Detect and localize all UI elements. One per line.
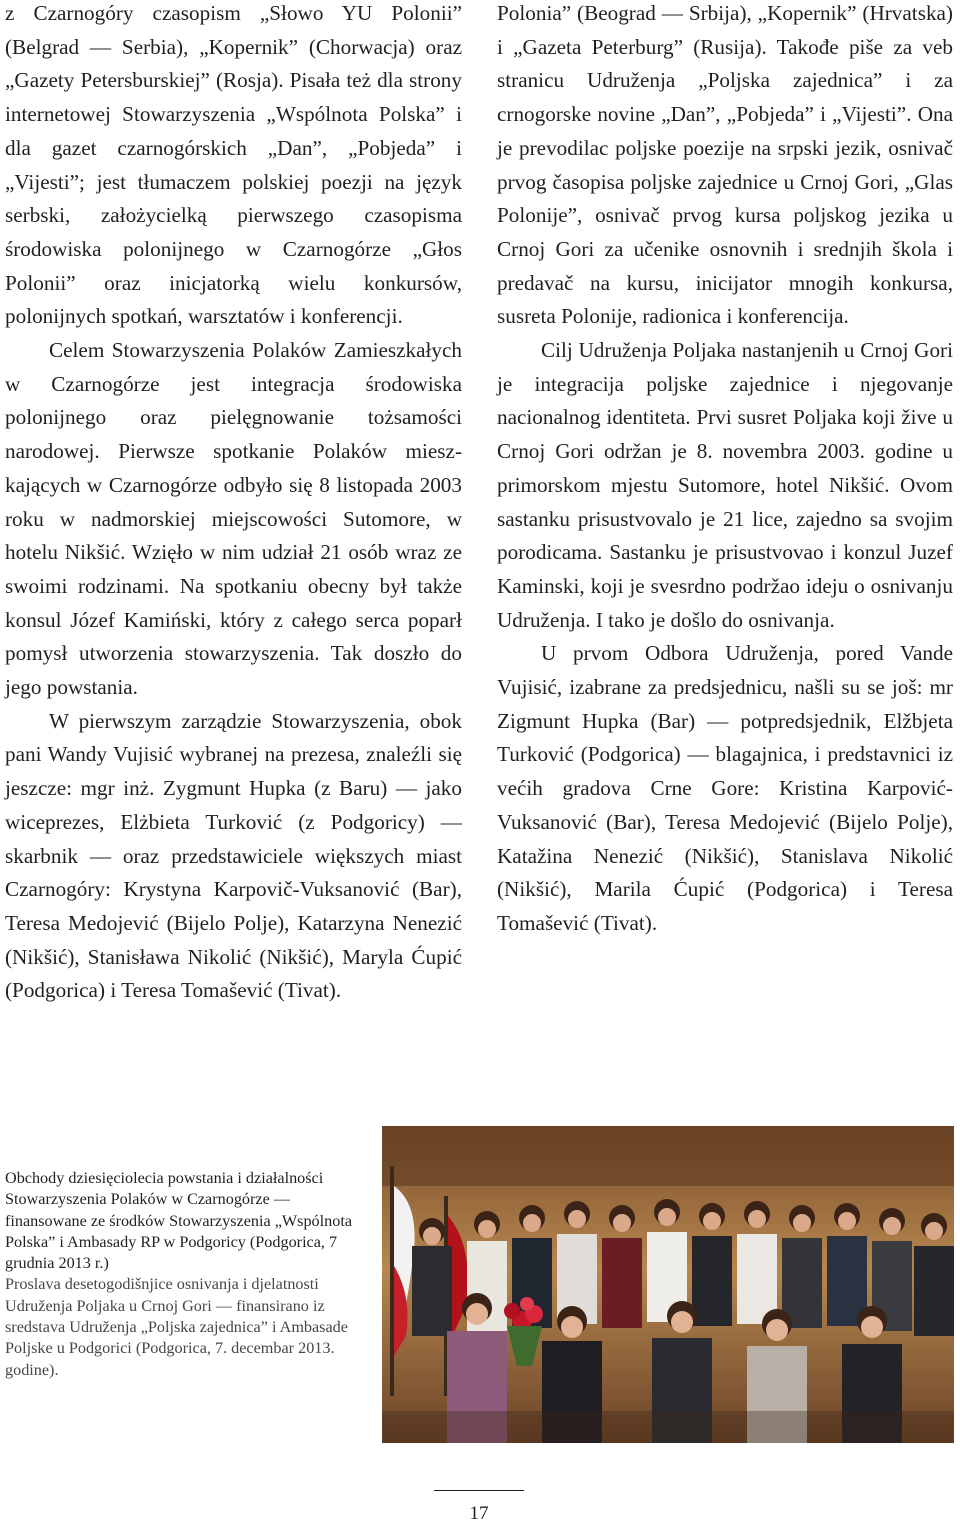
photo-caption — [5, 1168, 370, 1381]
left-text-column — [5, 0, 462, 1008]
left-paragraph-1: z Czarnogóry czasopism „Słowo YU Polonii” (Belgrad — Serbia), „Kopernik” (Chorwacja) oraz „Gazety Petersburskiej” (Rosja). Pisała też dla strony internetowej Stowarzyszenia „Wspólnota Polska” i dla gazet czarnogórskich „Dan”, „Pobjeda” i „Vijesti”; jest tłumaczem polskiej poezji na język serbski, założycielką pierwszego czasopisma środowiska polonijnego w Czarnogórze „Głos Polonii” oraz inicjatorką wielu konkursów, polonijnych spotkań, warsztatów i konferencji. — [5, 1, 462, 329]
caption-serbian: Proslava desetogodišnjice osnivanja i djelatnosti Udruženja Poljaka u Crnoj Gori — finansirano iz sredstava Udruženja „Poljska zajednica” i Ambasade Poljske u Podgorici (Podgorica, 7. decembar 2013. godine). — [5, 1275, 348, 1379]
right-paragraph-2: Cilj Udruženja Poljaka nastanjenih u Crnoj Gori je integracija poljske zajednice i njegovanje nacionalnog identiteta. Prvi susret Poljaka koji žive u Crnoj Gori održan je 8. novembra 2003. godine u primorskom mjestu Sutomore, hotel Nikšić. Ovom sastanku prisustvovalo je 21 lice, zajedno sa svojim porodicama. Sastanku je prisustvovao i konzul Juzef Kaminski, koji je svesrdno podržao ideju o osnivanju Udruženja. I tako je došlo do osnivanja. — [497, 338, 953, 632]
group-photo-illustration — [382, 1126, 954, 1443]
group-photo — [382, 1126, 954, 1443]
left-paragraph-2: Celem Stowarzyszenia Polaków Zamieszkałych w Czarnogórze jest integracja środowiska polonijnego oraz pielęgnowanie tożsamości narodowej. Pierwsze spotkanie Polaków mieszkających w Czarnogórze odbyło się 8 listopada 2003 roku w nadmorskiej miejscowości Sutomore, w hotelu Nikšić. Wzięło w nim udział 21 osób wraz ze swoimi rodzinami. Na spotkaniu obecny był także konsul Józef Kamiński, który z całego serca poparł pomysł utworzenia stowarzyszenia. Tak doszło do jego powstania. — [5, 338, 462, 700]
page-number-rule — [434, 1490, 524, 1491]
left-paragraph-3: W pierwszym zarządzie Stowarzyszenia, obok pani Wandy Vujisić wybranej na prezesa, znaleźli się jeszcze: mgr inż. Zygmunt Hupka (z Baru) — jako wiceprezes, Elżbieta Turković (z Podgoricy) — skarbnik — oraz przedstawiciele większych miast Czarnogóry: Krystyna Karpovič-Vuksanović (Bar), Teresa Medojević (Bijelo Polje), Katarzyna Nenezić (Nikšić), Stanisława Nikolić (Nikšić), Maryla Ćupić (Podgorica) i Teresa Tomašević (Tivat). — [5, 708, 462, 1003]
right-paragraph-3: U prvom Odbora Udruženja, pored Vande Vujisić, izabrane za predsjednicu, našli su se još: mr Zigmunt Hupka (Bar) — potpredsjednik, Elžbjeta Turković (Podgorica) — blagajnica, i predstavnici iz većih gradova Crne Gore: Kristina Karpović-Vuksanović (Bar), Teresa Medojević (Bijelo Polje), Katažina Nenezić (Nikšić), Stanislava Nikolić (Nikšić), Marila Ćupić (Podgorica) i Teresa Tomašević (Tivat). — [497, 641, 953, 935]
page-number: 17 — [469, 1503, 489, 1524]
right-paragraph-1: Polonia” (Beograd — Srbija), „Kopernik” (Hrvatska) i „Gazeta Peterburg” (Rusija). Takođe piše za veb stranicu Udruženja „Poljska zajednica” i za crnogorske novine „Dan”, „Pobjeda” i „Vijesti”. Ona je prevodilac poljske poezije na srpski jezik, osnivač prvog časopisa poljske zajednice u Crnoj Gori, „Glas Polonije”, osnivač prvog kursa poljskog jezika u Crnoj Gori za učenike osnovnih i srednjih škola i predavač na kursu, inicijator mnogih konkursa, susreta Polonije, radionica i konferencija. — [497, 1, 953, 329]
right-text-column — [497, 0, 953, 941]
caption-polish: Obchody dziesięciolecia powstania i działalności Stowarzyszenia Polaków w Czarnogórze — finansowane ze środków Stowarzyszenia „Wspólnota Polska” i Ambasady RP w Podgoricy (Podgorica, 7 grudnia 2013 r.) — [5, 1169, 353, 1273]
